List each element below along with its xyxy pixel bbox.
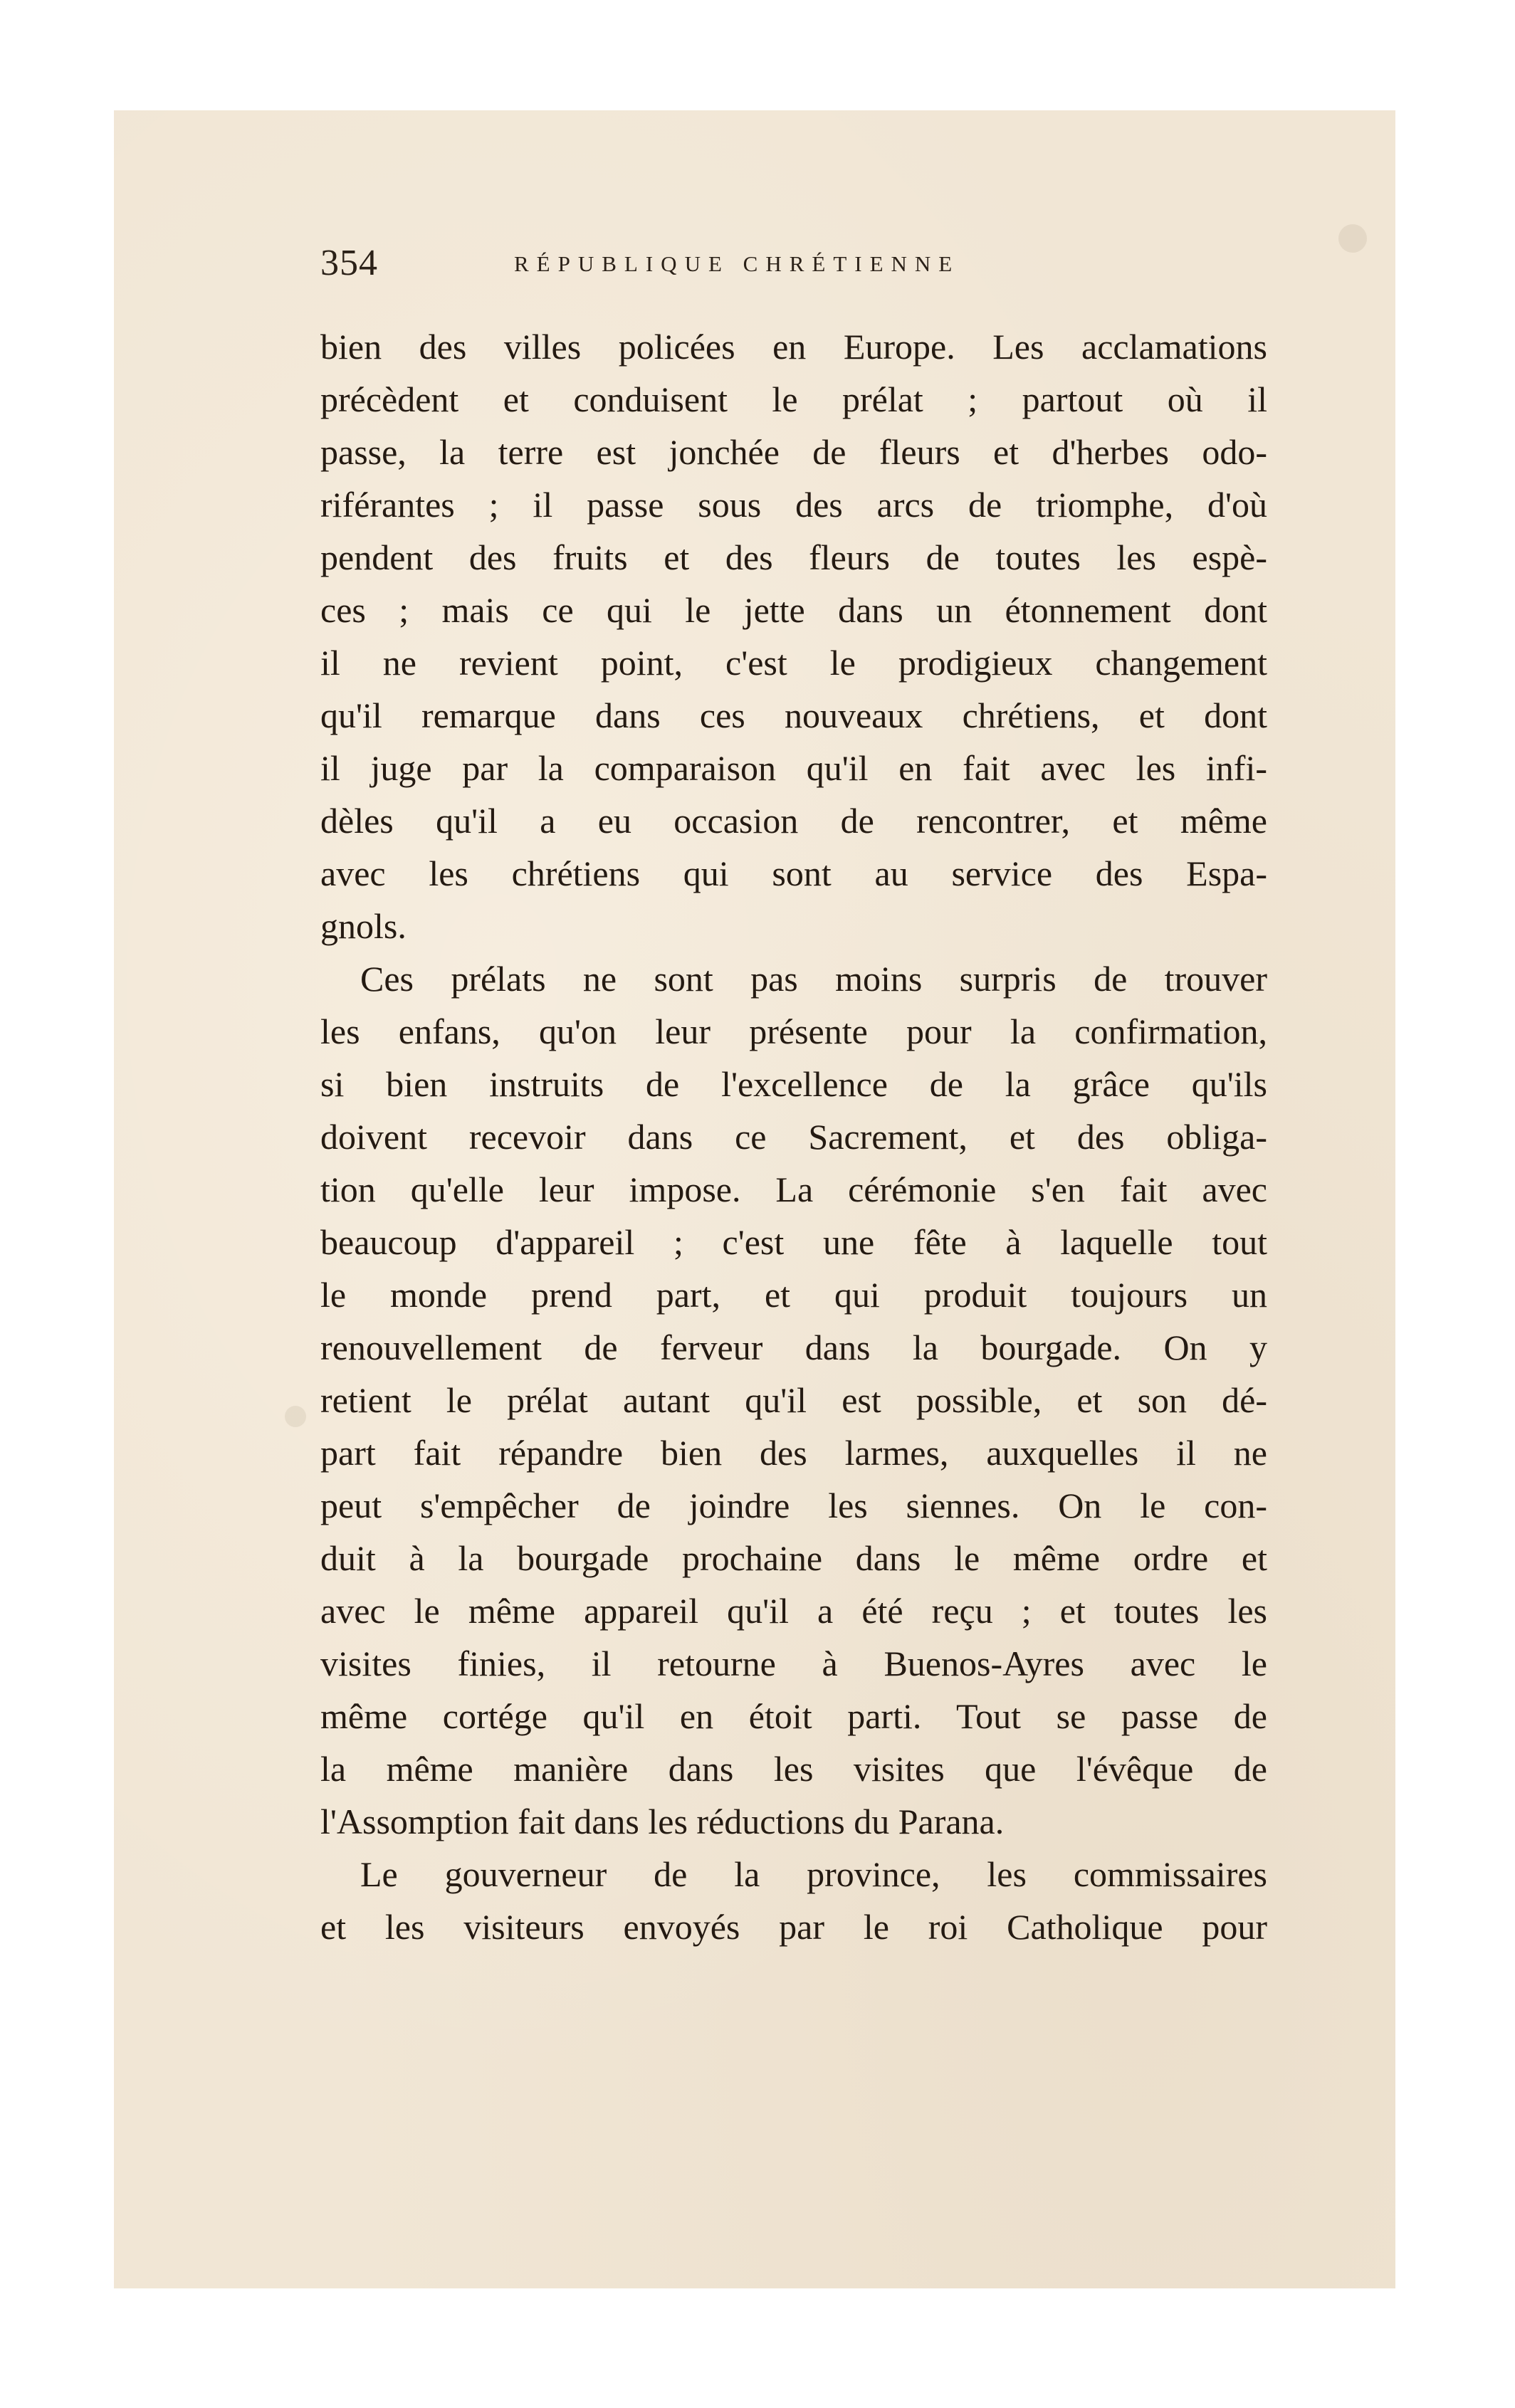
text-line: ces ; mais ce qui le jette dans un étonnement dont xyxy=(320,590,1267,630)
text-line: visites finies, il retourne à Buenos-Ayres avec le xyxy=(320,1644,1267,1683)
text-line: avec les chrétiens qui sont au service des Espa- xyxy=(320,853,1267,893)
paragraph-start-line: Ces prélats ne sont pas moins surpris de trouver xyxy=(360,959,1267,999)
page-number: 354 xyxy=(320,243,378,283)
text-line: tion qu'elle leur impose. La cérémonie s'en fait avec xyxy=(320,1169,1267,1209)
text-line: précèdent et conduisent le prélat ; partout où il xyxy=(320,379,1267,419)
text-line: passe, la terre est jonchée de fleurs et d'herbes odo- xyxy=(320,432,1267,472)
text-line: et les visiteurs envoyés par le roi Catholique pour xyxy=(320,1907,1267,1947)
text-line: duit à la bourgade prochaine dans le même ordre et xyxy=(320,1538,1267,1578)
text-line: gnols. xyxy=(320,906,407,946)
text-line: dèles qu'il a eu occasion de rencontrer, et même xyxy=(320,801,1267,841)
text-line: renouvellement de ferveur dans la bourgade. On y xyxy=(320,1327,1267,1367)
text-line: pendent des fruits et des fleurs de toutes les espè- xyxy=(320,537,1267,577)
paper-stain xyxy=(1338,224,1367,253)
text-line: même cortége qu'il en étoit parti. Tout se passe de xyxy=(320,1696,1267,1736)
text-line: si bien instruits de l'excellence de la grâce qu'ils xyxy=(320,1064,1267,1104)
text-line: la même manière dans les visites que l'évêque de xyxy=(320,1749,1267,1789)
text-line: beaucoup d'appareil ; c'est une fête à laquelle tout xyxy=(320,1222,1267,1262)
paper-stain xyxy=(285,1406,306,1427)
running-header xyxy=(320,238,1160,288)
text-line: bien des villes policées en Europe. Les acclamations xyxy=(320,327,1267,367)
text-line: doivent recevoir dans ce Sacrement, et des obliga- xyxy=(320,1117,1267,1157)
running-title: RÉPUBLIQUE CHRÉTIENNE xyxy=(514,251,960,276)
paragraph-start-line: Le gouverneur de la province, les commissaires xyxy=(360,1854,1267,1894)
text-line: le monde prend part, et qui produit toujours un xyxy=(320,1275,1267,1315)
text-line: les enfans, qu'on leur présente pour la confirmation, xyxy=(320,1011,1267,1051)
text-line: part fait répandre bien des larmes, auxquelles il ne xyxy=(320,1433,1267,1473)
text-line: peut s'empêcher de joindre les siennes. On le con- xyxy=(320,1486,1267,1525)
text-line: il juge par la comparaison qu'il en fait avec les infi- xyxy=(320,748,1267,788)
text-line: qu'il remarque dans ces nouveaux chrétiens, et dont xyxy=(320,695,1267,735)
page-body xyxy=(320,320,1267,1953)
text-line: l'Assomption fait dans les réductions du Parana. xyxy=(320,1802,1005,1841)
text-line: riférantes ; il passe sous des arcs de triomphe, d'où xyxy=(320,485,1267,525)
text-line: il ne revient point, c'est le prodigieux changement xyxy=(320,643,1267,683)
text-line: avec le même appareil qu'il a été reçu ; et toutes les xyxy=(320,1591,1267,1631)
text-line: retient le prélat autant qu'il est possible, et son dé- xyxy=(320,1380,1267,1420)
